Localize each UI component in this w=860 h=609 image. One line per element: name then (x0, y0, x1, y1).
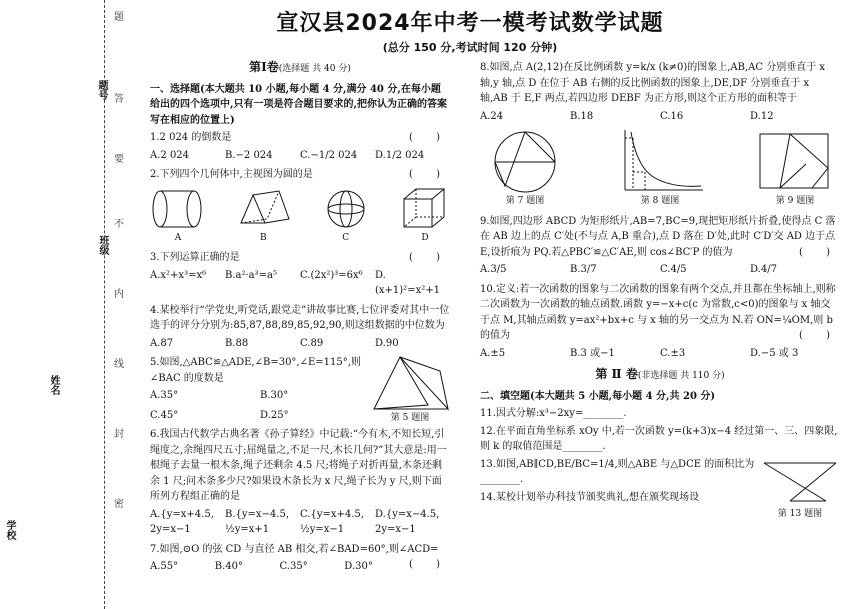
figure-13: 第 13 题图 (760, 457, 840, 523)
seal-char: 内 (114, 289, 124, 300)
question-4-options: A.87 B.88 C.89 D.90 (150, 337, 399, 349)
question-1: 1.2 024 的倒数是 ( ) (150, 132, 450, 143)
question-5-options-row2: C.45° D.25° (150, 409, 289, 421)
question-5-figure: 第 5 题图 (370, 355, 450, 427)
question-2-figures (150, 187, 450, 247)
question-14: 14.某校计划举办科技节颁奖典礼,想在颁奖现场设 (480, 491, 700, 503)
question-10: 10.定义:若一次函数的图象与二次函数的图象有两个交点,并且都在坐标轴上,则称二次函数为一次函数的轴点函数.函数 y=−x+c(c 为常数,c<0)的图象与 x 轴交于点 M,其轴点函数 y=ax²+bx+c 与 x 轴的另一交点为 N.若 ON=¼OM,则 b 的值为 ( ) (480, 283, 840, 341)
exam-header (0, 6, 860, 55)
fill-intro: 二、填空题(本大题共 5 小题,每小题 4 分,共 20 分) (480, 390, 716, 402)
cube-figure: D (400, 187, 450, 247)
binding-name-label: 姓名 (48, 375, 59, 395)
seal-char: 要 (114, 154, 124, 165)
seal-char: 封 (114, 429, 124, 440)
question-2: 2.下列四个几何体中,主视图为圆的是 ( ) (150, 169, 450, 180)
exam-subtitle: (总分 150 分,考试时间 120 分钟) (382, 41, 558, 54)
right-column (480, 60, 840, 522)
question-7: 7.如图,⊙O 的弦 CD 与直径 AB 相交,若∠BAD=60°,则∠ACD= ( ) (150, 543, 450, 570)
binding-strip (0, 0, 108, 609)
question-6-options: A.{y=x+4.5, 2y=x−1 B.{y=x−4.5, ½y=x+1 C.{y=x+4.5, ½y=x−1 D.{y=x−4.5, 2y=x−1 (150, 508, 440, 535)
seal-char: 答 (114, 94, 124, 105)
question-6: 6.我国古代数学古典名著《孙子算经》中记载:“今有木,不知长短,引绳度之,余绳四尺五寸;屈绳量之,不足一尺,木长几何?”其大意是:用一根绳子去量一根木条,绳子还剩余 4.5 尺;将绳子对折再量,木条还剩余 1 尺;问木条多少尺?如果设木条长为 x 尺,绳子长为 y 尺,则下面所列方程组正确的是 (150, 429, 447, 502)
question-8: 8.如图,点 A(2,12)在反比例函数 y=k/x (k≠0)的图象上,AB,AC 分别垂直于 x 轴,y 轴,点 D 在位于 AB 右侧的反比例函数的图象上,DE,DF 分别垂直于 x 轴,AB 于 E,F 两点,若四边形 DEBF 为正方形,则这个正方形的面积等于 (480, 62, 826, 104)
prism-figure: B (235, 187, 291, 247)
question-5-options-row1: A.35° B.30° (150, 390, 289, 401)
part1-heading (150, 60, 450, 78)
question-13-block (480, 457, 840, 523)
question-9-options: A.3/5 B.3/7 C.4/5 D.4/7 (480, 264, 777, 275)
figure-8: 第 8 题图 (615, 128, 705, 210)
sphere-figure: C (321, 187, 371, 247)
binding-id-label: 题号 (96, 80, 107, 100)
left-column (150, 60, 450, 579)
figure-7: 第 7 题图 (480, 128, 570, 210)
part1-note: (选择题 共 40 分) (278, 64, 351, 74)
question-11: 11.因式分解:x³−2xy=________. (480, 408, 627, 419)
seal-char: 密 (114, 499, 124, 510)
figures-7-8-9 (480, 128, 840, 210)
part2-note: (非选择题 共 110 分) (637, 371, 725, 381)
question-12: 12.在平面直角坐标系 xOy 中,若一次函数 y=(k+3)x−4 经过第一、三、四象限,则 k 的取值范围是________. (480, 425, 838, 452)
question-5: 5.如图,△ABC≌△ADE,∠B=30°,∠E=115°,则∠BAC 的度数是 (150, 357, 361, 384)
exam-title: 宣汉县2024年中考一模考试数学试题 (276, 11, 664, 36)
binding-dashed-line (104, 0, 105, 609)
question-1-options: A.2 024 B.−2 024 C.−1/2 024 D.1/2 024 (150, 149, 425, 161)
seal-char: 题 (114, 12, 124, 23)
part2-heading (480, 367, 840, 385)
choice-intro: 一、选择题(本大题共 10 小题,每小题 4 分,满分 40 分,在每小题给出的四个选项中,只有一项是符合题目要求的,把你认为正确的答案写在相应的位置上) (150, 83, 447, 126)
question-13: 13.如图,AB∥CD,BE/BC=1/4,则△ABE 与△DCE 的面积比为________. (480, 458, 755, 485)
part2-title: 第 Ⅱ 卷 (595, 367, 638, 381)
question-8-options: A.24 B.18 C.16 D.12 (480, 110, 774, 122)
question-9: 9.如图,四边形 ABCD 为矩形纸片,AB=7,BC=9,现把矩形纸片折叠,使得点 C 落在 AB 边上的点 C′处(不与点 A,B 重合),点 D 落在 D′处,此时 C′D′交 AD 边于点 E,设折痕为 PQ.若△PBC′≌△C′AE,则 cos∠BC′P 的值为 ( ) (480, 215, 840, 258)
binding-school-label: 学校 (4, 520, 15, 540)
figure-9: 第 9 题图 (750, 128, 840, 210)
question-3: 3.下列运算正确的是 ( ) (150, 252, 450, 263)
part1-title: 第Ⅰ卷 (249, 60, 279, 74)
question-5-block (150, 355, 450, 427)
question-7-options: A.55° B.40° C.35° D.30° (150, 561, 373, 572)
cylinder-figure: A (150, 187, 206, 247)
seal-char: 不 (114, 219, 124, 230)
seal-char: 线 (114, 359, 124, 370)
binding-class-label: 班级 (97, 235, 108, 255)
question-3-options: A.x²+x³=x⁶ B.a²·a³=a⁵ C.(2x²)³=6x⁶ D.(x+1)²=x²+1 (150, 269, 440, 296)
question-4: 4.某校举行“学党史,听党话,跟党走”讲故事比赛,七位评委对其中一位选手的评分分别为:85,87,88,89,85,92,90,则这组数据的中位数为 (150, 304, 450, 331)
question-10-options: A.±5 B.3 或−1 C.±3 D.−5 或 3 (480, 347, 799, 359)
